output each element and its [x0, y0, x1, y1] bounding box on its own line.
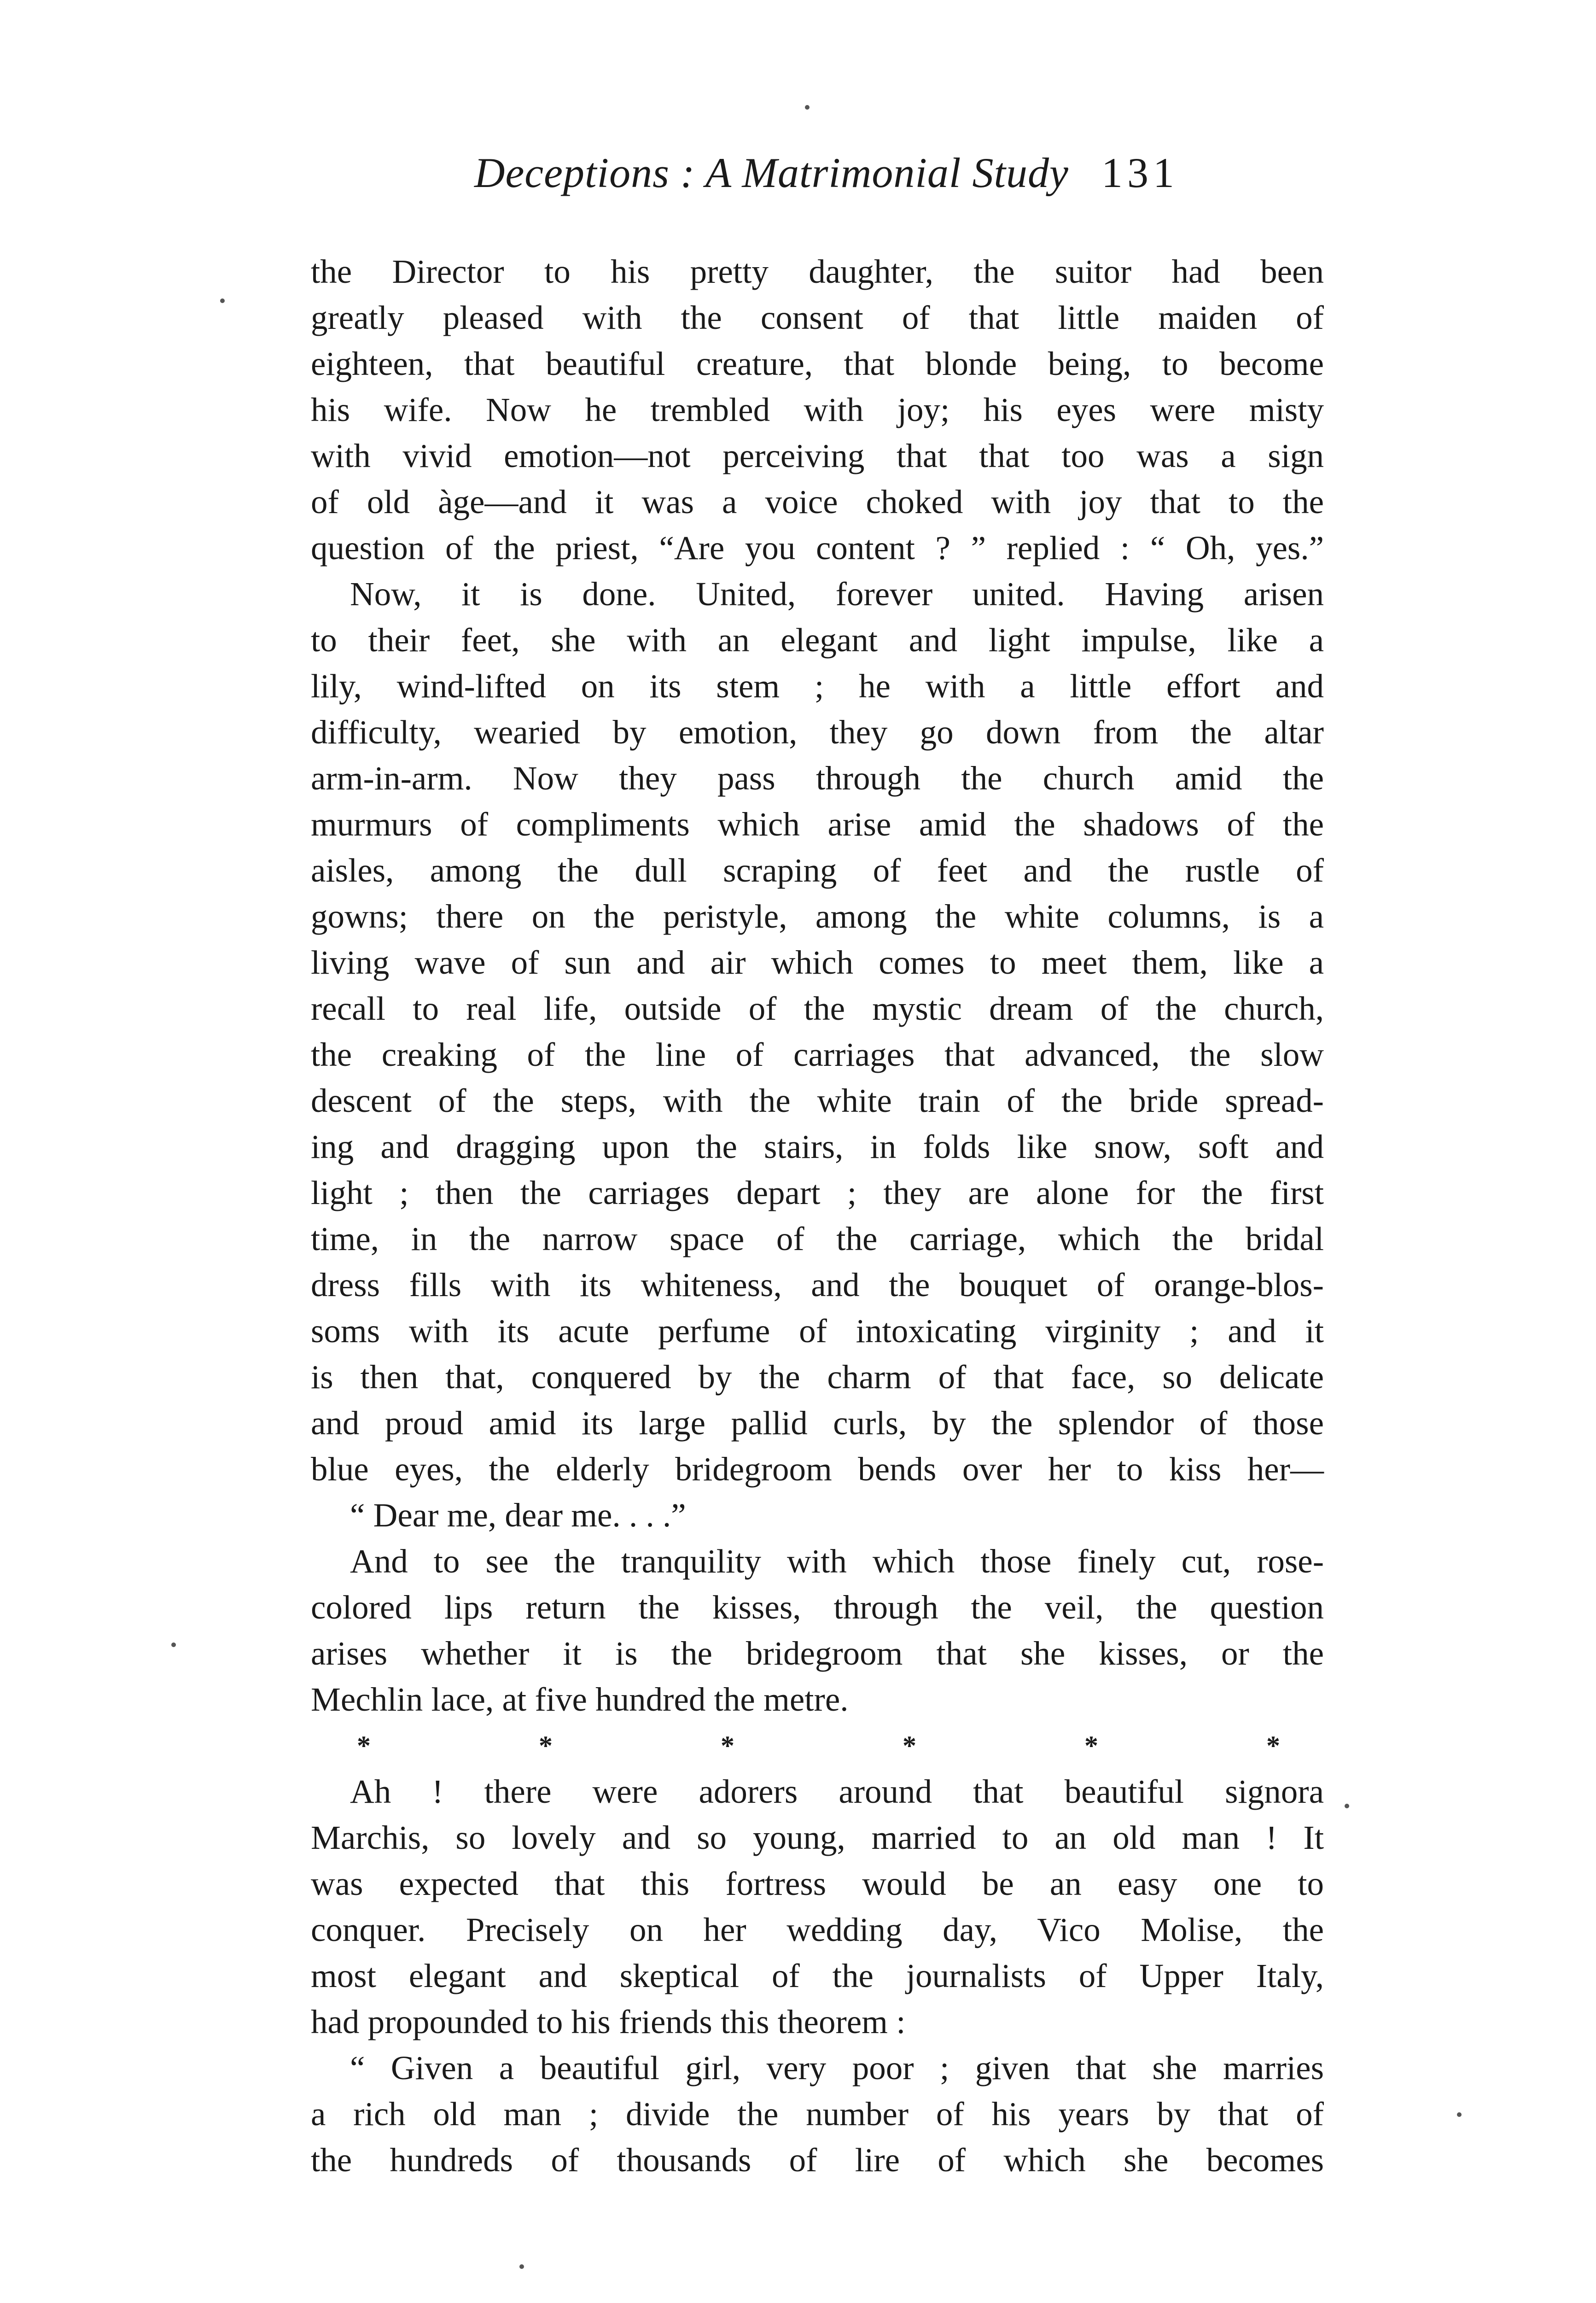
running-title: Deceptions : A Matrimonial Study: [474, 149, 1069, 196]
body-text: [311, 249, 1324, 2183]
text-line: a rich old man ; divide the number of his years by that of: [311, 2095, 1324, 2133]
text-line: light ; then the carriages depart ; they are alone for the first: [311, 1174, 1324, 1211]
text-line: question of the priest, “Are you content ? ” replied : “ Oh, yes.”: [311, 529, 1324, 567]
text-line: of old àge—and it was a voice choked with joy that to the: [311, 483, 1324, 520]
text-line: gowns; there on the peristyle, among the white columns, is a: [311, 898, 1324, 935]
text-line: and proud amid its large pallid curls, by the splendor of those: [311, 1404, 1324, 1442]
text-line: And to see the tranquility with which those finely cut, rose-: [350, 1543, 1324, 1580]
section-break-star: *: [1266, 1730, 1280, 1761]
text-line: murmurs of compliments which arise amid the shadows of the: [311, 806, 1324, 843]
text-line: time, in the narrow space of the carriage, which the bridal: [311, 1220, 1324, 1257]
text-line: difficulty, wearied by emotion, they go down from the altar: [311, 713, 1324, 751]
text-line: his wife. Now he trembled with joy; his eyes were misty: [311, 391, 1324, 428]
text-line: conquer. Precisely on her wedding day, Vico Molise, the: [311, 1911, 1324, 1948]
text-line: the Director to his pretty daughter, the suitor had been: [311, 253, 1324, 290]
section-break-star: *: [357, 1730, 371, 1761]
text-line: most elegant and skeptical of the journalists of Upper Italy,: [311, 1957, 1324, 1994]
text-line: the hundreds of thousands of lire of which she becomes: [311, 2141, 1324, 2179]
text-line: aisles, among the dull scraping of feet and the rustle of: [311, 852, 1324, 889]
text-line: “ Dear me, dear me. . . .”: [350, 1496, 686, 1534]
text-line: Now, it is done. United, forever united. Having arisen: [350, 575, 1324, 613]
running-head: [451, 143, 1179, 203]
text-line: arises whether it is the bridegroom that she kisses, or the: [311, 1635, 1324, 1672]
text-line: blue eyes, the elderly bridegroom bends over her to kiss her—: [311, 1450, 1324, 1488]
section-break-star: *: [903, 1730, 916, 1761]
text-line: Mechlin lace, at five hundred the metre.: [311, 1681, 849, 1718]
text-line: “ Given a beautiful girl, very poor ; given that she marries: [350, 2049, 1324, 2087]
paper-speck: [805, 105, 810, 110]
text-line: lily, wind-lifted on its stem ; he with a little effort and: [311, 667, 1324, 705]
text-line: colored lips return the kisses, through the veil, the question: [311, 1589, 1324, 1626]
text-line: living wave of sun and air which comes to meet them, like a: [311, 944, 1324, 981]
section-break-star: *: [539, 1730, 553, 1761]
section-break-star: *: [721, 1730, 734, 1761]
text-line: greatly pleased with the consent of that little maiden of: [311, 299, 1324, 336]
text-line: the creaking of the line of carriages that advanced, the slow: [311, 1036, 1324, 1073]
paper-speck: [1457, 2112, 1462, 2117]
text-line: eighteen, that beautiful creature, that blonde being, to become: [311, 345, 1324, 382]
text-line: had propounded to his friends this theorem :: [311, 2003, 906, 2040]
paper-speck: [519, 2264, 524, 2269]
text-line: is then that, conquered by the charm of that face, so delicate: [311, 1358, 1324, 1396]
page-number: 131: [1101, 149, 1179, 196]
text-line: to their feet, she with an elegant and light impulse, like a: [311, 621, 1324, 659]
text-line: Ah ! there were adorers around that beautiful signora: [350, 1773, 1324, 1810]
text-line: was expected that this fortress would be an easy one to: [311, 1865, 1324, 1902]
text-line: arm-in-arm. Now they pass through the church amid the: [311, 760, 1324, 797]
paper-speck: [1345, 1804, 1349, 1808]
text-line: Marchis, so lovely and so young, married to an old man ! It: [311, 1819, 1324, 1856]
text-line: recall to real life, outside of the mystic dream of the church,: [311, 990, 1324, 1027]
text-line: with vivid emotion—not perceiving that that too was a sign: [311, 437, 1324, 474]
paper-speck: [220, 298, 225, 303]
section-break: [311, 1723, 1324, 1769]
text-line: ing and dragging upon the stairs, in folds like snow, soft and: [311, 1128, 1324, 1165]
text-line: descent of the steps, with the white train of the bride spread-: [311, 1082, 1324, 1119]
section-break-star: *: [1084, 1730, 1098, 1761]
text-line: dress fills with its whiteness, and the bouquet of orange-blos-: [311, 1266, 1324, 1303]
text-line: soms with its acute perfume of intoxicating virginity ; and it: [311, 1312, 1324, 1350]
paper-speck: [171, 1642, 176, 1647]
